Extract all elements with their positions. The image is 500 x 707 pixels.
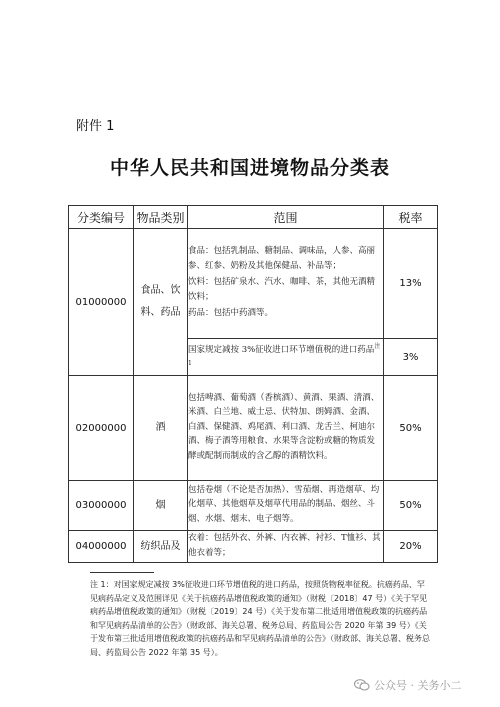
row-category: 食品、饮 料、药品 [134,229,188,376]
row-scope [188,376,384,481]
scope-paragraph: 药品：包括中药酒等。 [188,308,274,319]
wechat-icon [354,679,370,691]
row-code: 03000000 [69,481,134,531]
row-subscope: 国家规定减按 3%征收进口环节增值税的进口药品$^{注1}$ [188,339,384,376]
watermark-text: 公众号 · 关务小二 [374,679,462,692]
row-subrate: 3% [384,339,438,376]
classification-table [68,205,438,563]
row-scope [188,481,384,531]
header-category: 物品类别 [134,206,188,229]
attachment-label: 附件 1 [76,119,115,134]
watermark [354,677,462,693]
table-row [69,376,438,481]
table-row [69,531,438,563]
row-category: 酒 [134,376,188,481]
document-title: 中华人民共和国进境物品分类表 [109,157,390,179]
row-scope [188,229,384,339]
row-category: 纺织品及 [134,531,188,563]
scope-paragraph: 衣着：包括外衣、外裤、内衣裤、衬衫、T恤衫、其他衣着等； [188,533,381,558]
scope-paragraph: 包括啤酒、葡萄酒（香槟酒）、黄酒、果酒、清酒、米酒、白兰地、威士忌、伏特加、朗姆酒、金酒、白酒、保健酒、鸡尾酒、利口酒、龙舌兰、柯迪尔酒、梅子酒等用粮食、水果等含淀粉或糖的物质发酵或配制而制成的含乙醇的酒精饮料。 [188,392,380,461]
row-code: 02000000 [69,376,134,481]
row-scope [188,531,384,563]
footnote-divider [90,572,154,573]
scope-paragraph: 包括卷烟（不论是否加热）、雪茄烟、再造烟草、均化烟草、其他烟草及烟草代用品的制品、烟丝、斗烟、水烟、烟末、电子烟等。 [188,484,380,524]
row-rate: 50% [384,481,438,531]
row-rate: 50% [384,376,438,481]
footnote: 注 1：对国家规定减按 3%征收进口环节增值税的进口药品，按照货物税率征税。抗癌药品、罕见病药品定义及范围详见《关于抗癌药品增值税政策的通知》（财税〔2018〕47 号）《关于罕见病药品增值税政策的通知》（财税〔2019〕24 号）《关于发布第二批适用增值税政策的抗癌药品和罕见病药品清单的公告》（财政部、海关总署、税务总局、药监局公告 2020 年第 39 号）《关于发布第三批适用增值税政策的抗癌药品和罕见病药品清单的公告》（财政部、海关总署、税务总局、药监局公告 2022 年第 35 号）。 [90,580,430,657]
scope-paragraph: 饮料：包括矿泉水、汽水、咖啡、茶，其他无酒精饮料； [188,277,376,302]
row-code: 04000000 [69,531,134,563]
row-code: 01000000 [69,229,134,376]
header-scope: 范围 [188,206,384,229]
row-rate: 13% [384,229,438,339]
row-rate: 20% [384,531,438,563]
table-row [69,229,438,339]
scope-paragraph: 食品：包括乳制品、糖制品、调味品，人参、高丽参、红参、奶粉及其他保健品、补品等； [188,246,376,271]
table-row [69,481,438,531]
table-header-row [69,206,438,229]
header-rate: 税率 [384,206,438,229]
header-code: 分类编号 [69,206,134,229]
row-category: 烟 [134,481,188,531]
footnote-marker: 注1 [188,342,381,367]
